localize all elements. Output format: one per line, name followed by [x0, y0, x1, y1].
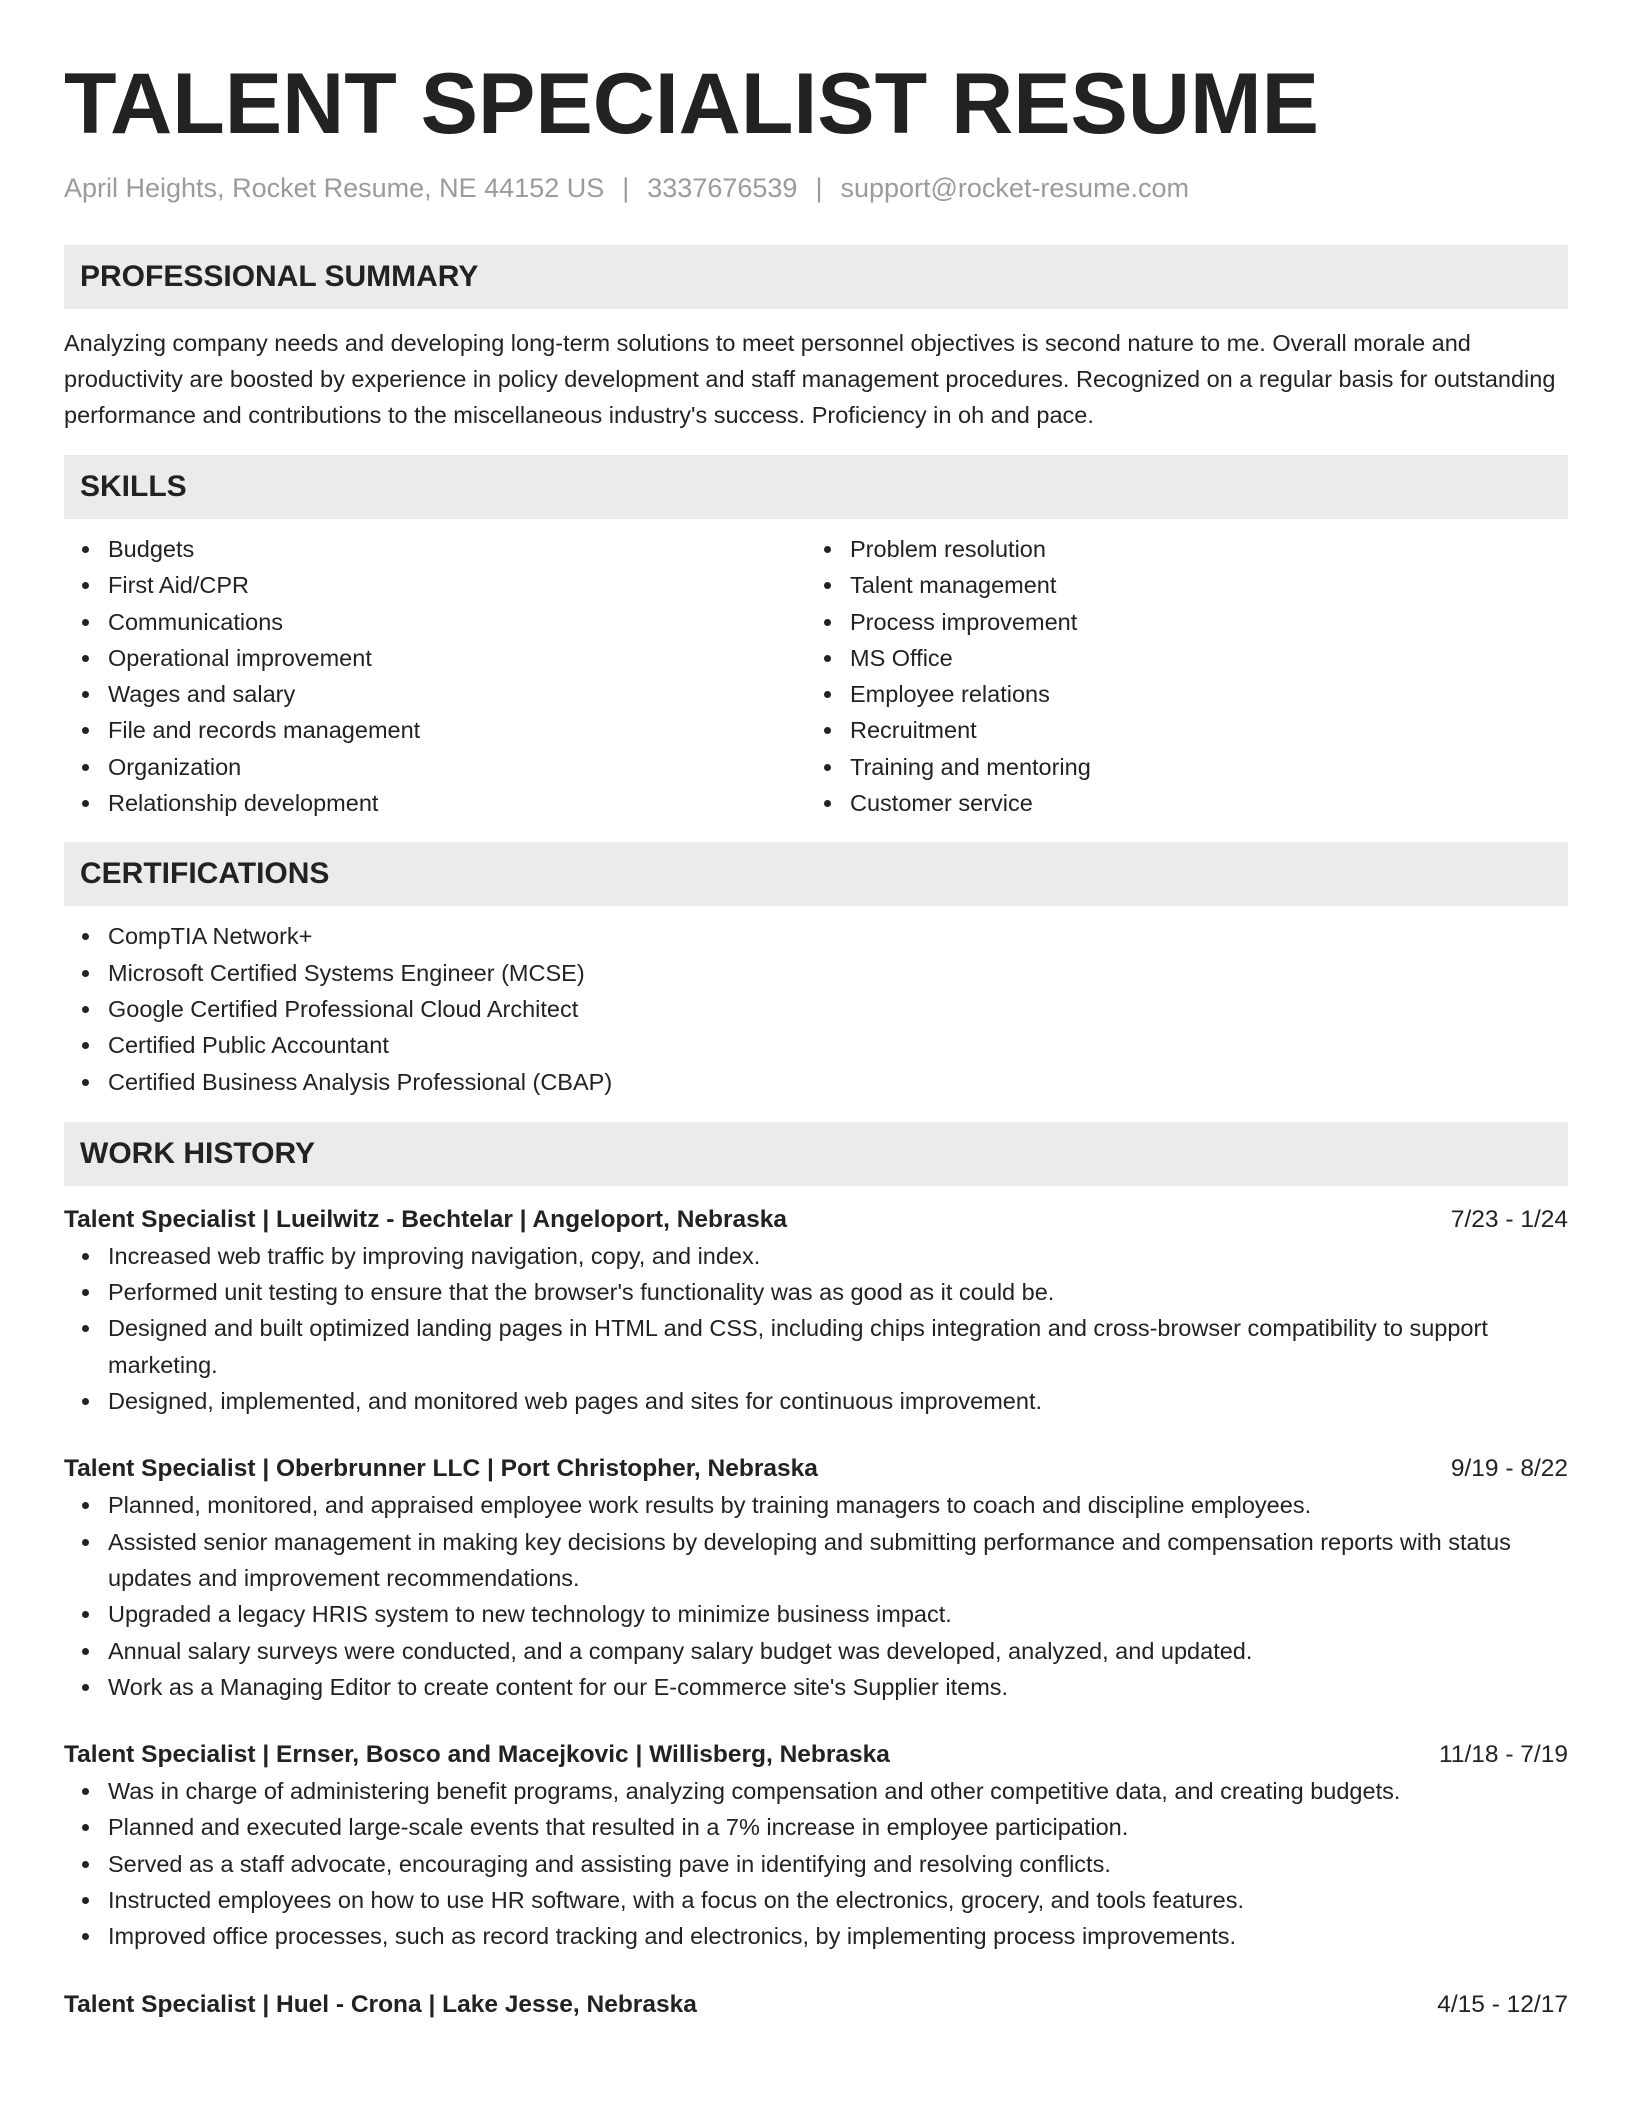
certification-item: Certified Public Accountant	[108, 1027, 1568, 1063]
job-bullet: Planned, monitored, and appraised employee work results by training managers to coach and discipline employees.	[108, 1487, 1568, 1523]
job-dates: 7/23 - 1/24	[1450, 1205, 1568, 1233]
job-bullet: Upgraded a legacy HRIS system to new technology to minimize business impact.	[108, 1596, 1568, 1632]
skill-item: File and records management	[108, 712, 806, 748]
work-history-list	[64, 1202, 1568, 2023]
contact-phone: 3337676539	[647, 173, 798, 203]
job-entry	[64, 1987, 1568, 2023]
skill-item: Communications	[108, 604, 806, 640]
skills-column-right	[806, 531, 1548, 821]
job-bullet: Instructed employees on how to use HR software, with a focus on the electronics, grocery, and tools features.	[108, 1882, 1568, 1918]
contact-line	[64, 170, 1568, 206]
job-header	[64, 1202, 1568, 1238]
job-bullet: Performed unit testing to ensure that the browser's functionality was as good as it could be.	[108, 1274, 1568, 1310]
skill-item: Recruitment	[850, 712, 1548, 748]
job-entry	[64, 1202, 1568, 1419]
skill-item: Operational improvement	[108, 640, 806, 676]
job-bullet: Served as a staff advocate, encouraging and assisting pave in identifying and resolving conflicts.	[108, 1846, 1568, 1882]
job-dates: 11/18 - 7/19	[1439, 1741, 1568, 1769]
job-header	[64, 1737, 1568, 1773]
job-bullet: Was in charge of administering benefit programs, analyzing compensation and other competitive data, and creating budgets.	[108, 1773, 1568, 1809]
skill-item: Organization	[108, 749, 806, 785]
skill-item: Budgets	[108, 531, 806, 567]
job-dates: 4/15 - 12/17	[1437, 1990, 1568, 2018]
skills-column-left	[64, 531, 806, 821]
certifications-list	[64, 918, 1568, 1099]
certification-item: Microsoft Certified Systems Engineer (MCSE)	[108, 955, 1568, 991]
certification-item: CompTIA Network+	[108, 918, 1568, 954]
section-heading-certifications: CERTIFICATIONS	[64, 842, 1568, 906]
contact-separator: |	[622, 173, 630, 203]
job-bullets	[64, 1487, 1568, 1705]
contact-email: support@rocket-resume.com	[840, 173, 1189, 203]
job-title: Talent Specialist | Oberbrunner LLC | Port Christopher, Nebraska	[64, 1455, 818, 1483]
skill-item: Customer service	[850, 785, 1548, 821]
job-title: Talent Specialist | Lueilwitz - Bechtelar | Angeloport, Nebraska	[64, 1205, 788, 1233]
job-bullets	[64, 1238, 1568, 1419]
job-bullets	[64, 1773, 1568, 1954]
job-bullet: Work as a Managing Editor to create content for our E-commerce site's Supplier items.	[108, 1669, 1568, 1705]
job-bullet: Improved office processes, such as record tracking and electronics, by implementing process improvements.	[108, 1918, 1568, 1954]
skill-item: Wages and salary	[108, 676, 806, 712]
summary-text: Analyzing company needs and developing long-term solutions to meet personnel objectives is second nature to me. Overall morale and productivity are boosted by experience in policy development and staff management procedures. Recognized on a regular basis for outstanding performance and contributions to the miscellaneous industry's success. Proficiency in oh and pace.	[64, 330, 1556, 428]
job-title: Talent Specialist | Ernser, Bosco and Macejkovic | Willisberg, Nebraska	[64, 1741, 890, 1769]
skill-item: Process improvement	[850, 604, 1548, 640]
skill-item: Relationship development	[108, 785, 806, 821]
contact-address: April Heights, Rocket Resume, NE 44152 US	[64, 173, 605, 203]
job-bullet: Increased web traffic by improving navigation, copy, and index.	[108, 1238, 1568, 1274]
job-header	[64, 1987, 1568, 2023]
skill-item: Talent management	[850, 567, 1548, 603]
job-title: Talent Specialist | Huel - Crona | Lake Jesse, Nebraska	[64, 1990, 697, 2018]
job-bullet: Assisted senior management in making key decisions by developing and submitting performance and compensation reports with status updates and improvement recommendations.	[108, 1524, 1568, 1597]
skill-item: Employee relations	[850, 676, 1548, 712]
skills-list-left	[64, 531, 806, 821]
job-bullet: Planned and executed large-scale events that resulted in a 7% increase in employee participation.	[108, 1809, 1568, 1845]
section-heading-skills: SKILLS	[64, 455, 1568, 519]
job-bullet: Designed, implemented, and monitored web pages and sites for continuous improvement.	[108, 1383, 1568, 1419]
job-bullet: Annual salary surveys were conducted, and a company salary budget was developed, analyzed, and updated.	[108, 1633, 1568, 1669]
skill-item: First Aid/CPR	[108, 567, 806, 603]
skills-list-right	[806, 531, 1548, 821]
job-entry	[64, 1737, 1568, 1954]
skills-grid	[64, 531, 1568, 821]
section-heading-summary: PROFESSIONAL SUMMARY	[64, 245, 1568, 309]
job-dates: 9/19 - 8/22	[1450, 1455, 1568, 1483]
job-header	[64, 1451, 1568, 1487]
skill-item: Training and mentoring	[850, 749, 1548, 785]
job-entry	[64, 1451, 1568, 1705]
skill-item: MS Office	[850, 640, 1548, 676]
section-heading-work-history: WORK HISTORY	[64, 1122, 1568, 1186]
contact-separator: |	[815, 173, 823, 203]
resume-content	[64, 48, 1568, 2023]
certification-item: Certified Business Analysis Professional (CBAP)	[108, 1064, 1568, 1100]
skill-item: Problem resolution	[850, 531, 1548, 567]
resume-title: TALENT SPECIALIST RESUME	[64, 56, 1320, 152]
job-bullet: Designed and built optimized landing pages in HTML and CSS, including chips integration and cross-browser compatibility to support marketing.	[108, 1310, 1568, 1383]
certification-item: Google Certified Professional Cloud Architect	[108, 991, 1568, 1027]
